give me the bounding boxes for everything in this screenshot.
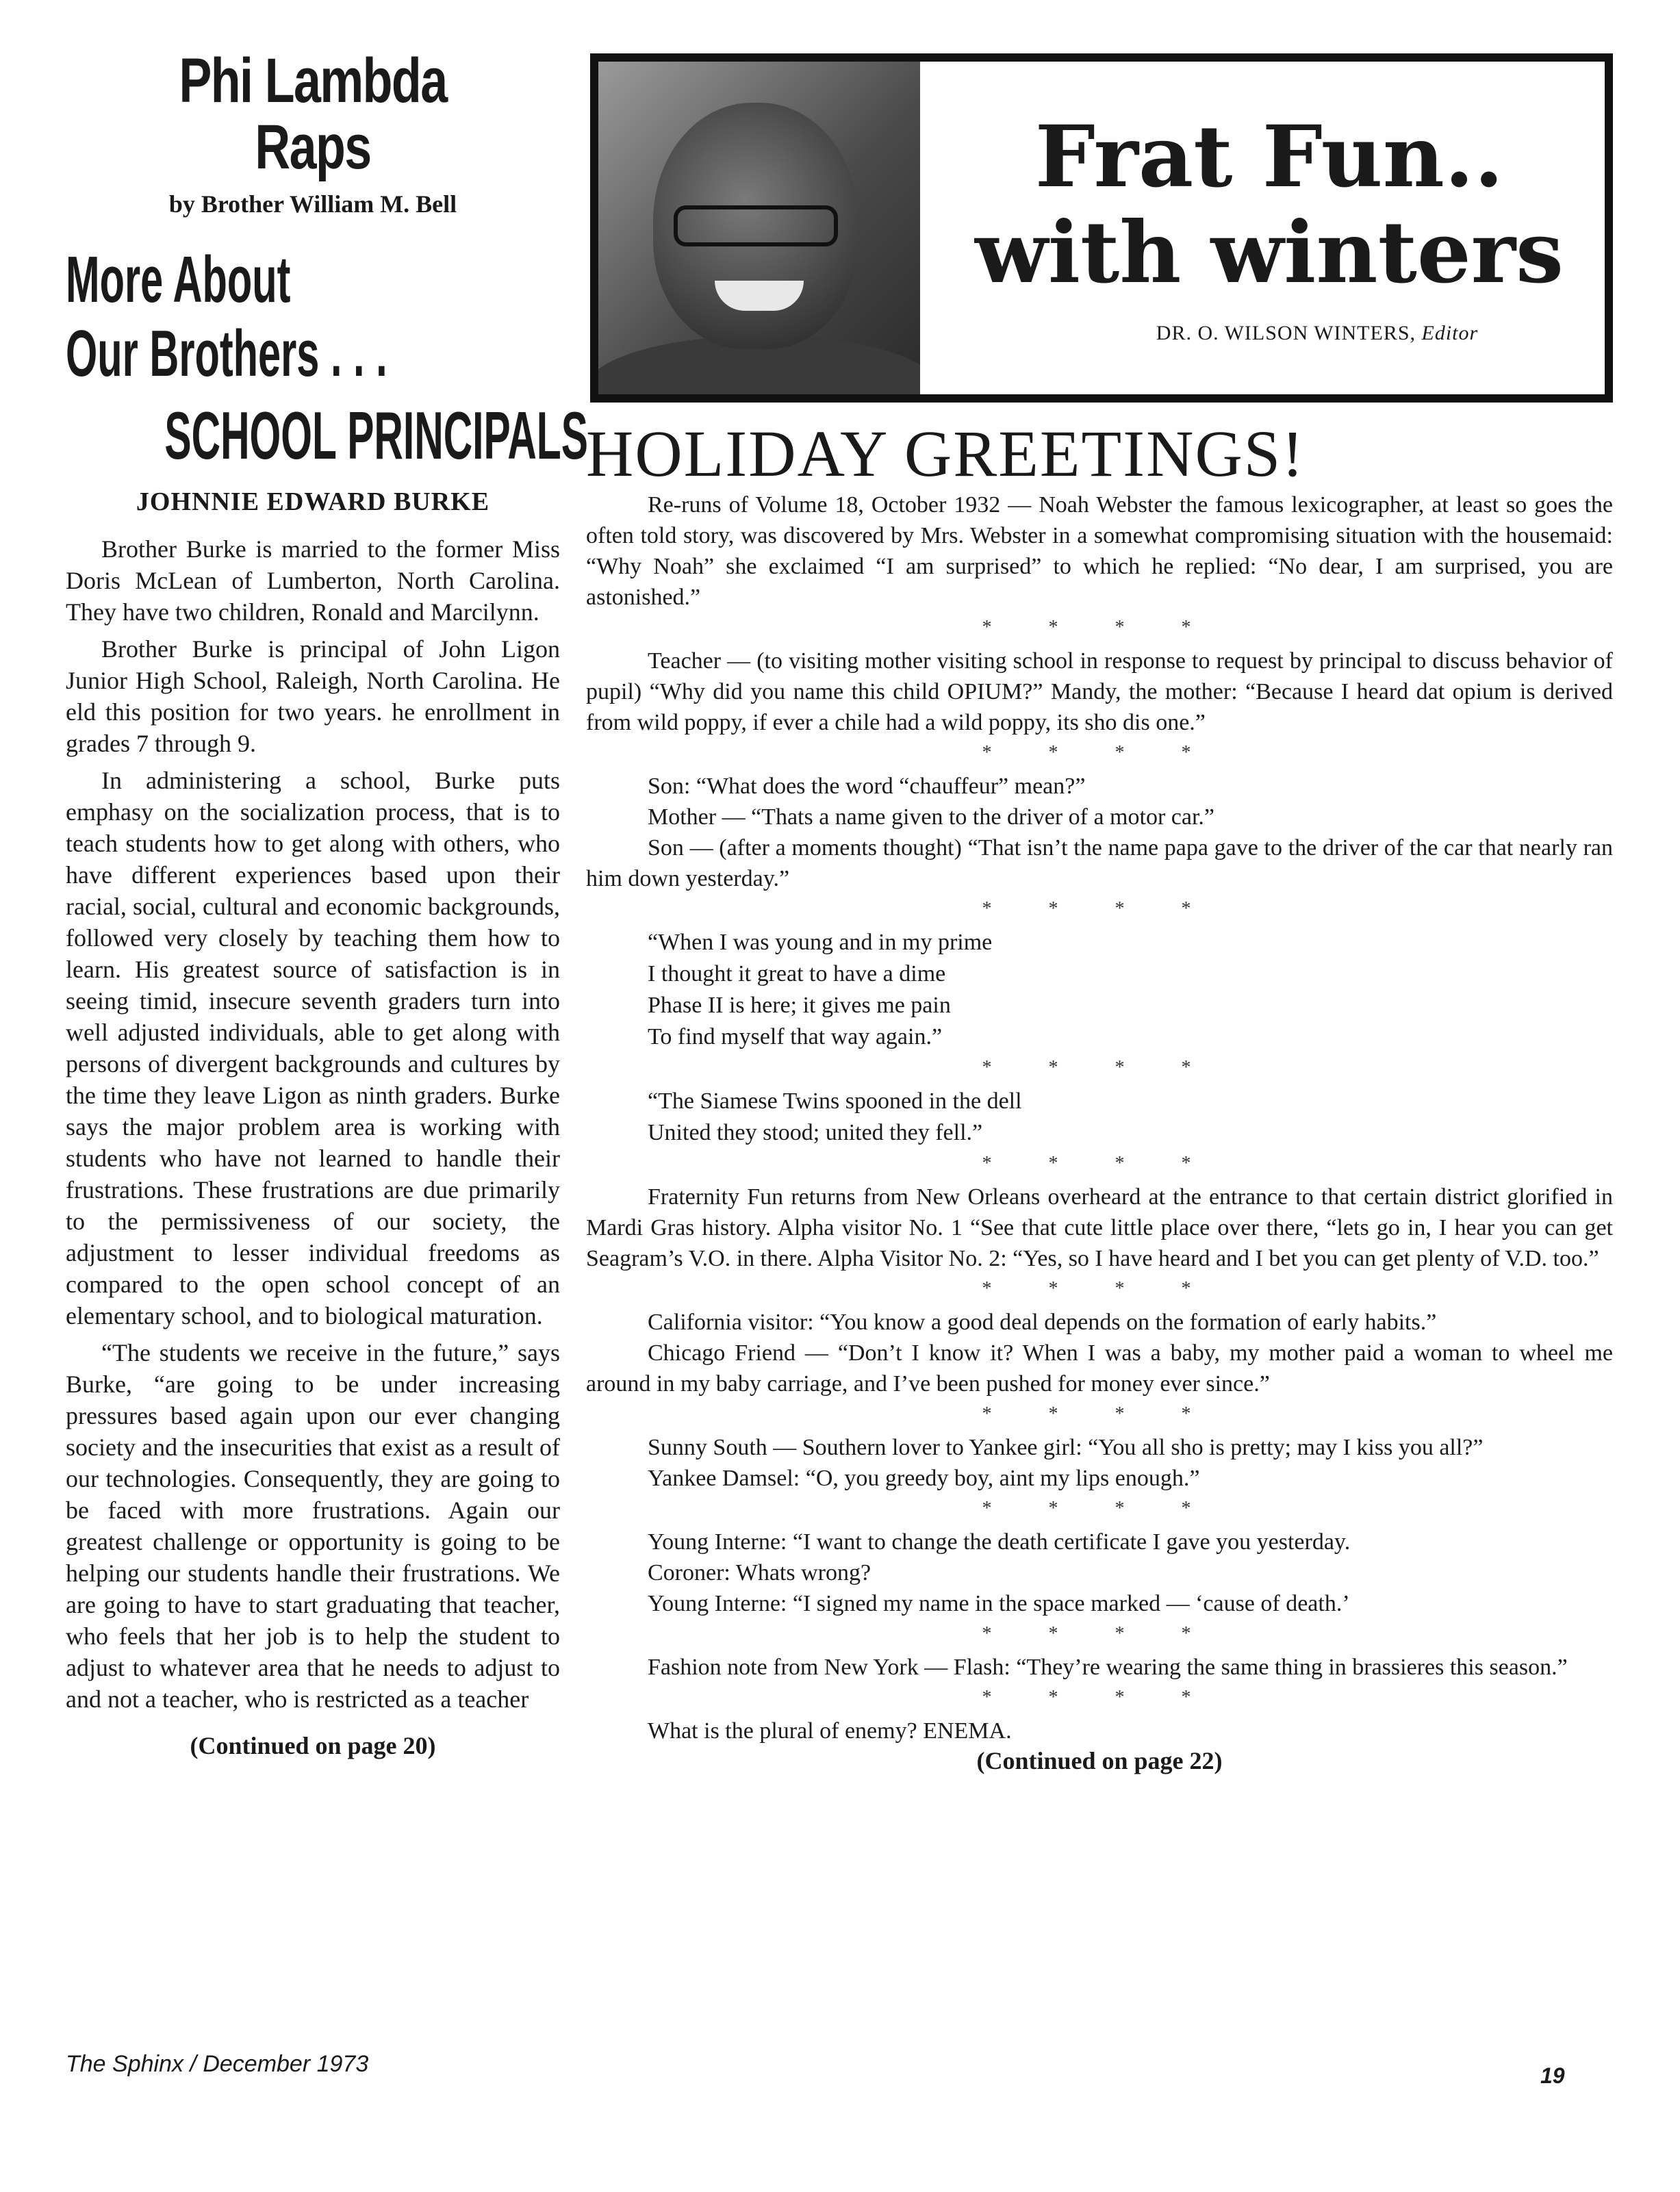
section-heading: SCHOOL PRINCIPALS bbox=[164, 398, 588, 474]
joke-line: Sunny South — Southern lover to Yankee girl: “You all sho is pretty; may I kiss you all?” bbox=[648, 1435, 1484, 1460]
separator: * * * * bbox=[982, 1687, 1217, 1708]
right-column bbox=[586, 417, 1613, 1775]
joke-line: Coroner: Whats wrong? bbox=[648, 1560, 871, 1585]
page-number: 19 bbox=[1540, 2063, 1565, 2088]
continued-note: (Continued on page 20) bbox=[190, 1732, 436, 1760]
separator: * * * * bbox=[982, 1623, 1217, 1644]
joke-paragraph: Fashion note from New York — Flash: “They’re wearing the same thing in brassieres this season.” bbox=[648, 1655, 1568, 1680]
joke-line: Son: “What does the word “chauffeur” mean?” bbox=[648, 774, 1086, 799]
separator: * * * * bbox=[982, 617, 1217, 638]
editor-role: Editor bbox=[1421, 322, 1479, 344]
column-title: Phi Lambda Raps bbox=[179, 46, 447, 182]
separator: * * * * bbox=[982, 1498, 1217, 1519]
joke-paragraph: Teacher — (to visiting mother visiting school in response to request by principal to discuss behavior of pupil) “Why did you name this child OPIUM?” Mandy, the mother: “Because I heard dat opium is derived from wild poppy, if ever a chile had a wild poppy, its sho dis one.” bbox=[586, 648, 1613, 735]
body-paragraph: In administering a school, Burke puts emphasy on the socialization process, that is to teach students how to get along with others, who have different experiences based upon their racial, social, cultural and economic backgrounds, followed very closely by teaching them how to learn. His greatest source of satisfaction is in seeing timid, insecure seventh graders turn into well adjusted individuals, able to get along with persons of divergent backgrounds and cultures by the time they leave Ligon as ninth graders. Burke says the major problem area is working with students who have not learned to handle their frustrations. These frustrations are due primarily to the permissiveness of our society, the adjustment to lesser individual freedoms as compared to the open school concept of an elementary school, and to biological maturation. bbox=[66, 767, 560, 1330]
separator: * * * * bbox=[982, 1153, 1217, 1174]
joke-line: Son — (after a moments thought) “That isn’t the name papa gave to the driver of the car that nearly ran him down yesterday.” bbox=[586, 835, 1613, 891]
publication-footer: The Sphinx / December 1973 bbox=[66, 2051, 369, 2077]
subhead-more-about: More About bbox=[66, 243, 291, 317]
headline: HOLIDAY GREETINGS! bbox=[586, 417, 1306, 490]
joke-line: Yankee Damsel: “O, you greedy boy, aint my lips enough.” bbox=[648, 1466, 1200, 1491]
separator: * * * * bbox=[982, 1403, 1217, 1425]
separator: * * * * bbox=[982, 898, 1217, 919]
joke-line: California visitor: “You know a good deal depends on the formation of early habits.” bbox=[648, 1310, 1437, 1335]
separator: * * * * bbox=[982, 1278, 1217, 1299]
joke-line: Mother — “Thats a name given to the driver of a motor car.” bbox=[648, 804, 1214, 830]
body-paragraph: Brother Burke is married to the former Miss Doris McLean of Lumberton, North Carolina. They have two children, Ronald and Marcilynn. bbox=[66, 535, 560, 626]
joke-paragraph: Fraternity Fun returns from New Orleans overheard at the entrance to that certain district glorified in Mardi Gras history. Alpha visitor No. 1 “See that cute little place over there, “lets go in, I hear you can get Seagram’s V.O. in there. Alpha Visitor No. 2: “Yes, so I have heard and I bet you can get plenty of V.D. too.” bbox=[586, 1184, 1613, 1271]
separator: * * * * bbox=[982, 742, 1217, 763]
column-masthead bbox=[941, 107, 1598, 303]
editor-name: DR. O. WILSON WINTERS, bbox=[1156, 322, 1416, 344]
body-paragraph: Brother Burke is principal of John Ligon Junior High School, Raleigh, North Carolina. He eld this position for two years. he enrollment in grades 7 through 9. bbox=[66, 635, 560, 758]
photo-glasses-shape bbox=[674, 205, 838, 246]
left-column bbox=[66, 46, 588, 1760]
verse: “The Siamese Twins spooned in the dell United they stood; united they fell.” bbox=[648, 1088, 1022, 1145]
joke-line: Young Interne: “I want to change the death certificate I gave you yesterday. bbox=[648, 1529, 1351, 1555]
editor-photo bbox=[598, 62, 920, 394]
continued-note: (Continued on page 22) bbox=[976, 1747, 1223, 1774]
verse: “When I was young and in my prime I thought it great to have a dime Phase II is here; it gives me pain To find myself that way again.” bbox=[648, 930, 993, 1049]
joke-line: Young Interne: “I signed my name in the space marked — ‘cause of death.’ bbox=[648, 1591, 1350, 1616]
person-name: JOHNNIE EDWARD BURKE bbox=[136, 487, 490, 517]
masthead-line-2: with winters bbox=[975, 203, 1564, 303]
joke-paragraph: Re-runs of Volume 18, October 1932 — Noah Webster the famous lexicographer, at least so goes the often told story, was discovered by Mrs. Webster in a somewhat compromising situation with the housemaid: “Why Noah” she exclaimed “I am surprised” to which he replied: “No dear, I am surprised, you are astonished.” bbox=[586, 492, 1613, 610]
editor-credit bbox=[1036, 322, 1598, 345]
body-paragraph: “The students we receive in the future,” says Burke, “are going to be under increasing pressures based again upon our ever changing society and the insecurities that exist as a result of our technologies. Consequently, they are going to be faced with more frustrations. Again our greatest challenge or opportunity is going to be helping our students handle their frustrations. We are going to have to start graduating that teacher, who feels that her job is to help the student to adjust to whatever area that he needs to adjust to and not a teacher, who is restricted as a teacher bbox=[66, 1339, 560, 1713]
joke-line: Chicago Friend — “Don’t I know it? When I was a baby, my mother paid a woman to wheel me around in my baby carriage, and I’ve been pushed for money ever since.” bbox=[586, 1340, 1613, 1397]
masthead-line-1: Frat Fun.. bbox=[1034, 107, 1504, 207]
separator: * * * * bbox=[982, 1057, 1217, 1078]
subhead-our-brothers: Our Brothers . . . bbox=[66, 316, 387, 390]
column-header-box bbox=[590, 53, 1613, 403]
byline: by Brother William M. Bell bbox=[168, 190, 457, 218]
joke-line: What is the plural of enemy? ENEMA. bbox=[648, 1718, 1012, 1744]
